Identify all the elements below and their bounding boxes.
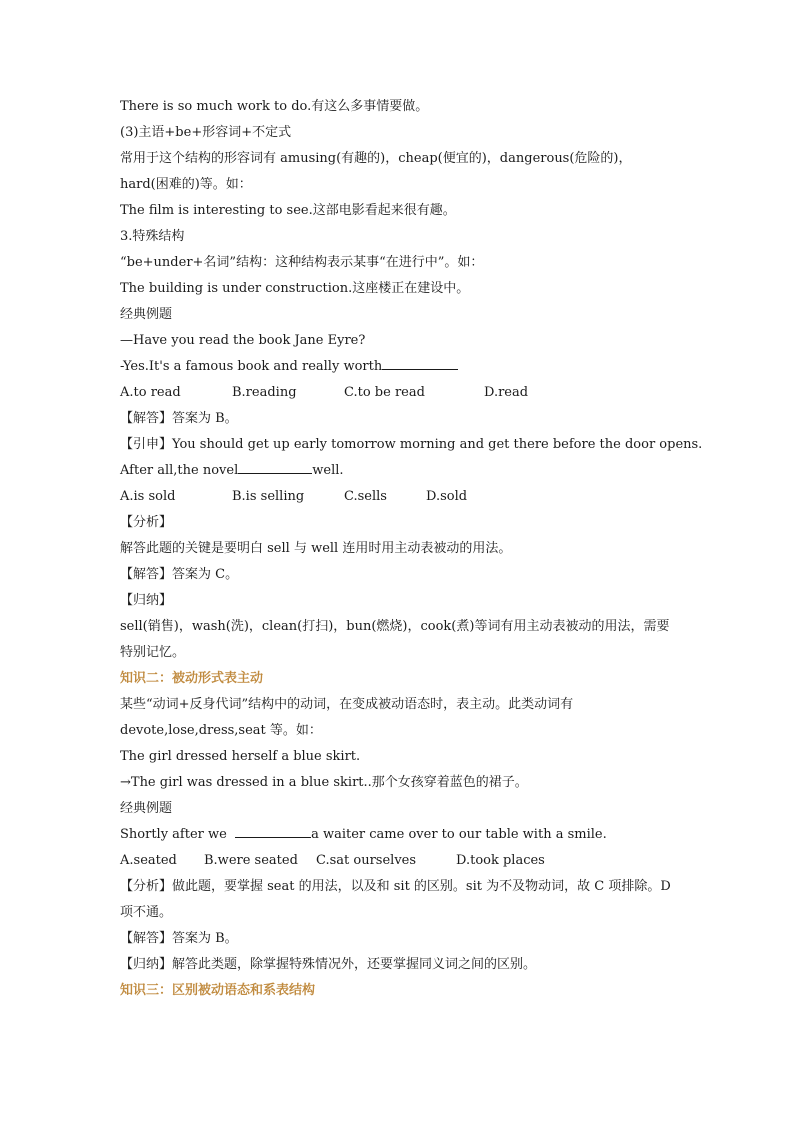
question-line: [120, 458, 680, 484]
option-c: C.sells: [344, 489, 387, 504]
options-row: [120, 484, 680, 510]
question-text: Shortly after we: [120, 827, 227, 842]
document-body: [120, 94, 703, 1004]
answer-line: 【解答】答案为 B。: [120, 931, 238, 946]
option-d: D.read: [484, 385, 529, 400]
section-heading: 知识二：被动形式表主动: [120, 671, 264, 686]
text-paragraph: 常用于这个结构的形容词有 amusing(有趣的)，cheap(便宜的)，dangerous(危险的)，hard(困难的)等。如：: [120, 151, 632, 192]
example-label: 经典例题: [120, 307, 173, 322]
text-line: 某些“动词+反身代词”结构中的动词，在变成被动语态时，表主动。此类动词有: [120, 697, 574, 712]
answer-line: 【解答】答案为 C。: [120, 567, 239, 582]
option-b: B.reading: [232, 385, 297, 400]
option-b: B.were seated: [204, 853, 298, 868]
text-line: →The girl was dressed in a blue skirt..那个女孩穿着蓝色的裙子。: [120, 775, 528, 790]
text-line: The building is under construction.这座楼正在建设中。: [120, 281, 470, 296]
text-line: The girl dressed herself a blue skirt.: [120, 749, 361, 764]
option-d: D.sold: [426, 489, 468, 504]
analysis-label: 【分析】: [120, 515, 173, 530]
text-line: The film is interesting to see.这部电影看起来很有趣。: [120, 203, 456, 218]
question-line: [120, 822, 680, 848]
question-text: well.: [312, 463, 344, 478]
option-a: A.is sold: [120, 489, 176, 504]
text-line: “be+under+名词”结构：这种结构表示某事“在进行中”。如：: [120, 255, 484, 270]
text-line: There is so much work to do.有这么多事情要做。: [120, 99, 429, 114]
option-d: D.took places: [456, 853, 545, 868]
options-row: [120, 848, 680, 874]
question-text: After all,the novel: [120, 463, 239, 478]
option-c: C.to be read: [344, 385, 425, 400]
option-b: B.is selling: [232, 489, 305, 504]
example-label: 经典例题: [120, 801, 173, 816]
answer-blank: [235, 823, 311, 838]
option-a: A.to read: [120, 385, 181, 400]
section-label: 3.特殊结构: [120, 229, 185, 244]
option-a: A.seated: [120, 853, 177, 868]
question-line: —Have you read the book Jane Eyre?: [120, 333, 366, 348]
answer-line: 【解答】答案为 B。: [120, 411, 238, 426]
options-row: [120, 380, 680, 406]
text-line: devote,lose,dress,seat 等。如：: [120, 723, 322, 738]
text-paragraph: sell(销售)，wash(洗)，clean(打扫)，bun(燃烧)，cook(煮)等词有用主动表被动的用法，需要特别记忆。: [120, 619, 670, 660]
section-heading: 知识三：区别被动语态和系表结构: [120, 983, 316, 998]
summary-label: 【归纳】: [120, 593, 173, 608]
question-text: a waiter came over to our table with a smile.: [311, 827, 607, 842]
analysis-paragraph: 【分析】做此题，要掌握 seat 的用法，以及和 sit 的区别。sit 为不及物动词，故 C 项排除。D 项不通。: [120, 879, 671, 920]
extension-line: 【引申】You should get up early tomorrow morning and get there before the door opens.: [120, 437, 703, 452]
text-line: (3)主语+be+形容词+不定式: [120, 125, 292, 140]
answer-blank: [382, 355, 458, 370]
answer-blank: [238, 459, 312, 474]
question-text: -Yes.It's a famous book and really worth: [120, 359, 383, 374]
summary-line: 【归纳】解答此类题，除掌握特殊情况外，还要掌握同义词之间的区别。: [120, 957, 537, 972]
option-c: C.sat ourselves: [316, 853, 417, 868]
text-line: 解答此题的关键是要明白 sell 与 well 连用时用主动表被动的用法。: [120, 541, 512, 556]
question-line: [120, 354, 680, 380]
